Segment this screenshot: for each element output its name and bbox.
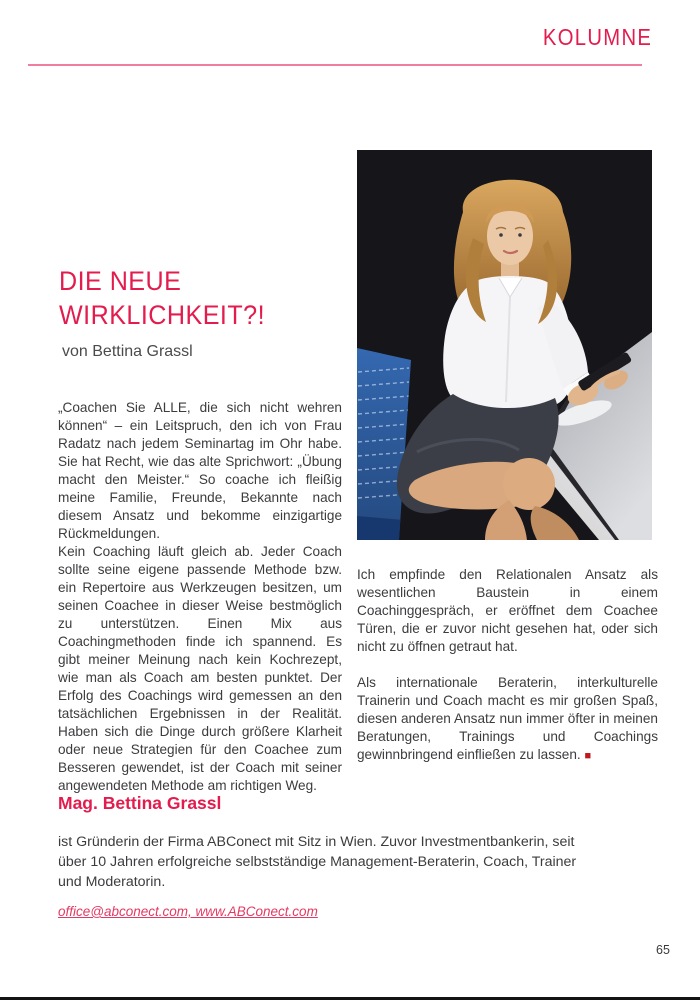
bio-contact-link[interactable]: office@abconect.com, www.ABConect.com [58,904,318,919]
article-paragraph: Ich empfinde den Relationalen Ansatz als wesentlichen Baustein in einem Coachinggespräch, er eröffnet dem Coachee Türen, die er zuvor nicht gesehen hat, oder sich nicht zu öffnen getraut hat. [357,567,658,654]
bio-author-name: Mag. Bettina Grassl [58,793,222,813]
article-end-mark: ■ [584,750,592,762]
page-number: 65 [656,943,670,957]
article-right-column [357,566,658,765]
page-title-line1: DIE NEUE [59,266,182,296]
header-rule [28,64,642,66]
bio-description: ist Gründerin der Firma ABConect mit Sitz in Wien. Zuvor Investmentbankerin, seit über 10 Jahren erfolgreiche selbstständige Management-Beraterin, Coach, Trainer und Moderatorin. [58,834,577,890]
article-paragraph: „Coachen Sie ALLE, die sich nicht wehren können“ – ein Leitspruch, den ich von Frau Radatz nach jedem Seminartag im Ohr habe. Sie hat Recht, wie das alte Sprichwort: „Übung macht den Meister.“ So coache ich fleißig meine Familie, Freunde, Bekannte nach diesem Ansatz und bekomme einzigartige Rückmeldungen. [58,400,342,541]
header-label: KOLUMNE [542,24,652,50]
article-paragraph: Als internationale Beraterin, interkulturelle Trainerin und Coach macht es mir großen Spaß, diesen anderen Ansatz nun immer öfter in meinen Beratungen, Trainings und Coachings gewinnbringend einfließen zu lassen. ■ [357,675,658,762]
article-left-column [58,399,342,795]
article-paragraph: Kein Coaching läuft gleich ab. Jeder Coach sollte seine eigene passende Methode bzw. ein Repertoire aus Werkzeugen besitzen, um seinen Coachee in dieser Weise bestmöglich zu unterstützen. Einen Mix aus Coachingmethoden finde ich spannend. Es gibt meiner Meinung nach kein Kochrezept, wie man als Coach am besten punktet. Der Erfolg des Coachings wird gemessen an den tatsächlichen Ergebnissen in der Realität. Haben sich die Dinge durch größere Klarheit oder neue Strategien für den Coachee zum Besseren gewendet, ist der Coach mit seiner angewendeten Methode am richtigen Weg. [58,544,342,793]
portrait-photo [357,150,652,540]
page-title [59,264,265,332]
article-byline: von Bettina Grassl [62,343,193,360]
page-title-line2: WIRKLICHKEIT?! [59,300,266,330]
